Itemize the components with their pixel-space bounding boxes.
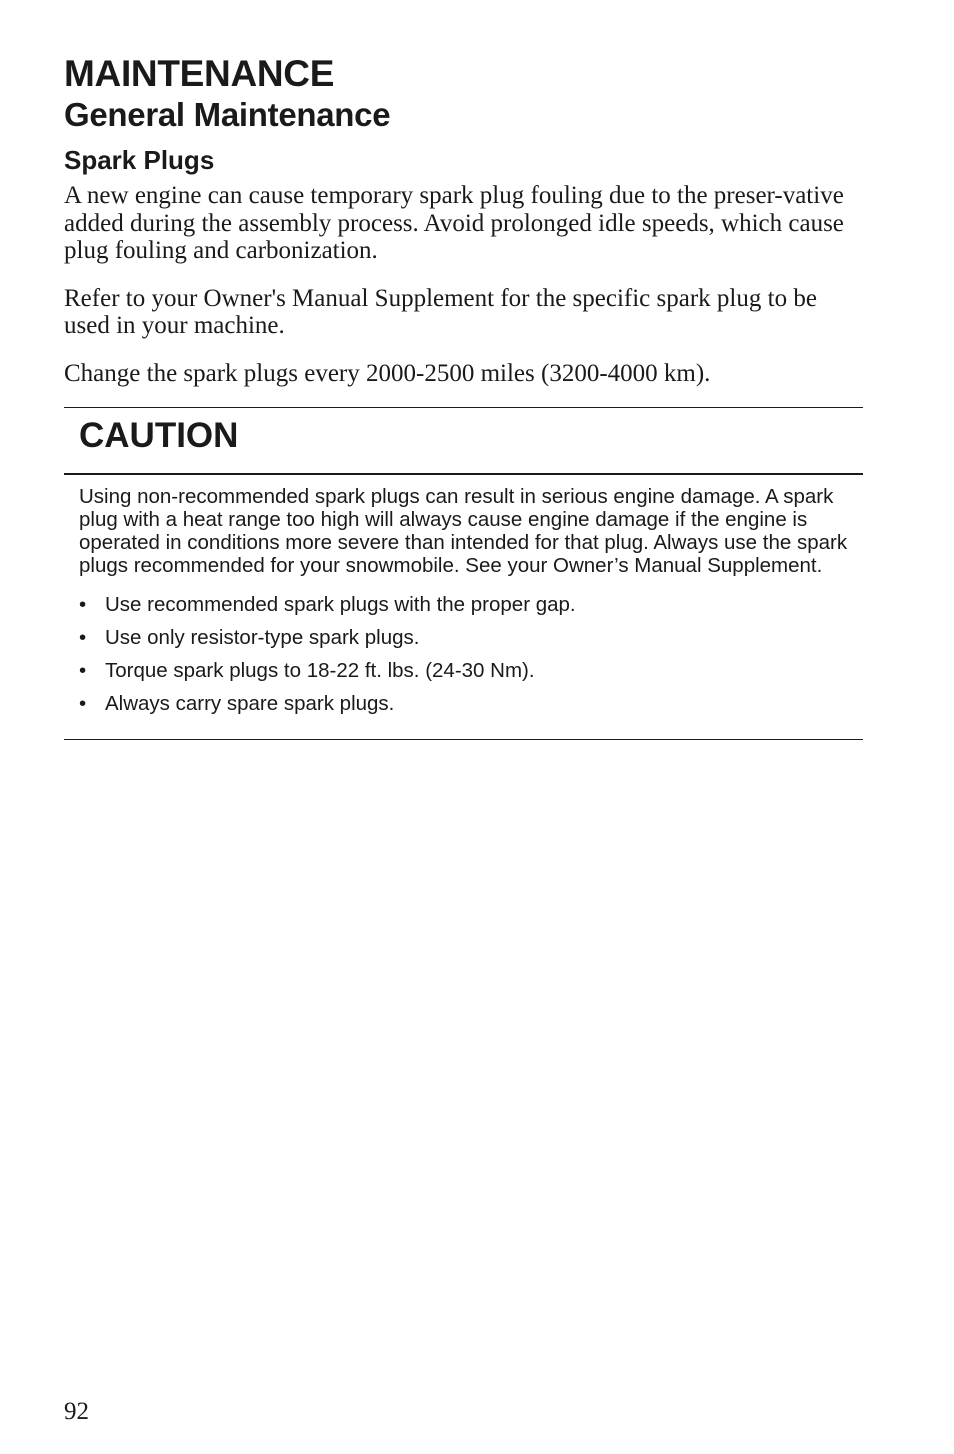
caution-list	[79, 593, 848, 715]
list-item-text: Use only resistor-type spark plugs.	[105, 626, 420, 649]
paragraph-change-interval: Change the spark plugs every 2000-2500 miles (3200-4000 km).	[64, 359, 711, 387]
bullet-icon: •	[79, 659, 87, 682]
topic-title: Spark Plugs	[64, 145, 215, 175]
paragraph-owners-manual: Refer to your Owner's Manual Supplement for the specific spark plug to be used in your machine.	[64, 284, 817, 339]
subsection-title: General Maintenance	[64, 96, 391, 133]
list-item-text: Torque spark plugs to 18-22 ft. lbs. (24-30 Nm).	[105, 659, 535, 682]
page-number: 92	[64, 1398, 89, 1425]
caution-text: Using non-recommended spark plugs can result in serious engine damage. A spark plug with a heat range too high will always cause engine damage if the engine is operated in conditions more severe than intended for that plug. Always use the spark plugs recommended for your snowmobile. See your Owner’s Manual Supplement.	[79, 485, 848, 577]
section-title: MAINTENANCE	[64, 53, 335, 94]
list-item	[79, 593, 848, 616]
bullet-icon: •	[79, 626, 87, 649]
list-item	[79, 692, 848, 715]
caution-box	[64, 407, 863, 740]
list-item-text: Use recommended spark plugs with the proper gap.	[105, 593, 576, 616]
bullet-icon: •	[79, 692, 87, 715]
caution-body	[64, 475, 863, 739]
list-item	[79, 626, 848, 649]
list-item-text: Always carry spare spark plugs.	[105, 692, 395, 715]
list-item	[79, 659, 848, 682]
bullet-icon: •	[79, 593, 87, 616]
caution-title: CAUTION	[64, 408, 863, 475]
paragraph-new-engine: A new engine can cause temporary spark plug fouling due to the preser-vative added during the assembly process. Avoid prolonged idle speeds, which cause plug fouling and carbonization.	[64, 182, 844, 264]
page-content	[64, 52, 863, 740]
